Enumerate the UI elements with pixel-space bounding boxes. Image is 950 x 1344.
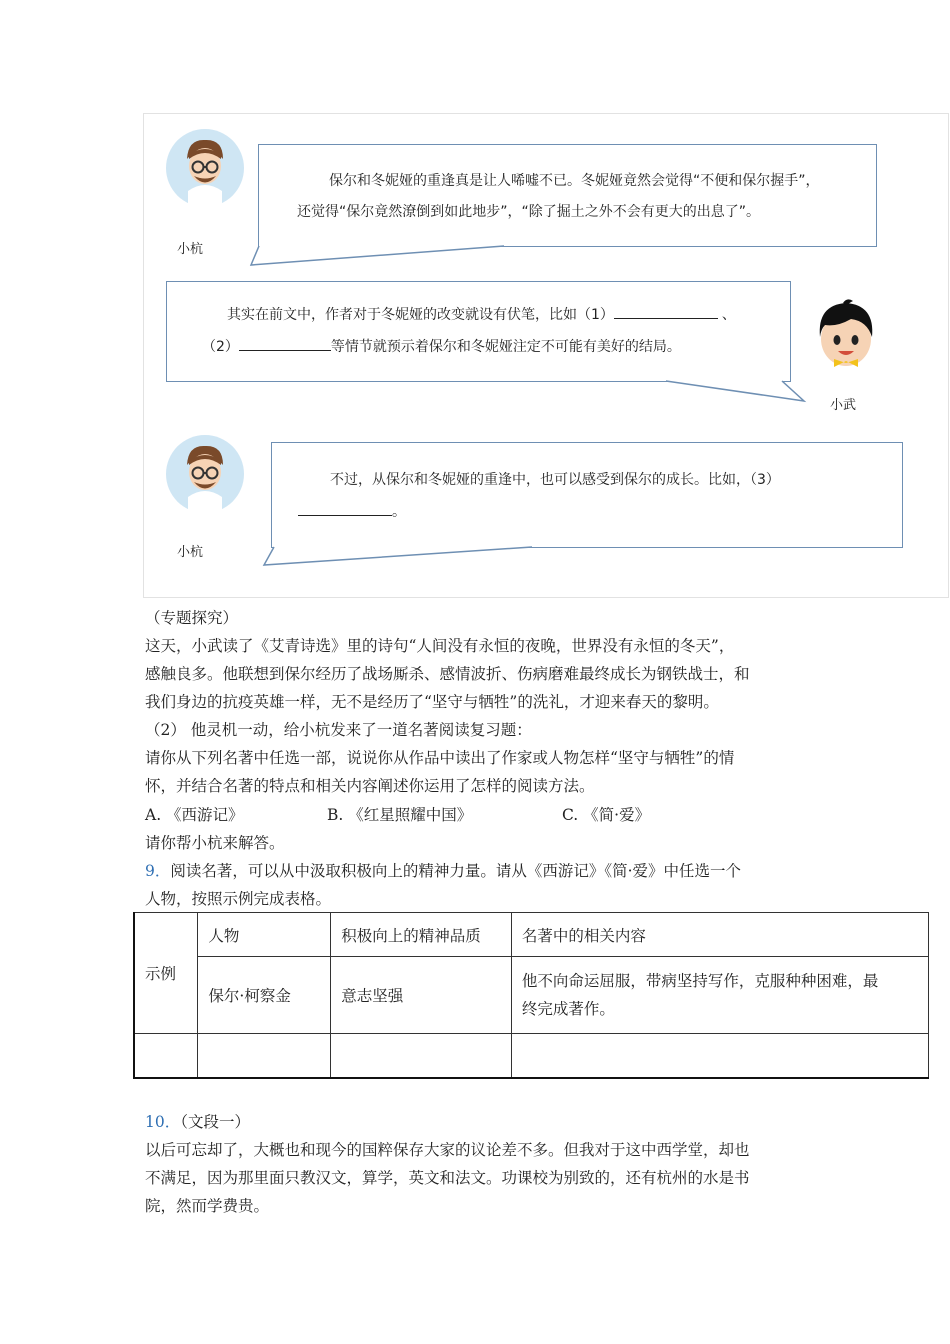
option-a: A. 《西游记》 [145,806,244,824]
speech-bubble-1 [258,144,877,247]
section-heading: （专题探究） [145,609,239,627]
answer-blank-2[interactable] [239,336,331,351]
paragraph-line: 感触良多。他联想到保尔经历了战场厮杀、感情波折、伤病磨难最终成长为钢铁战士，和 [145,665,750,683]
bubble-text [202,336,681,356]
boy-glasses-avatar-icon [166,129,244,207]
boy-glasses-avatar-icon [166,435,244,513]
boy-bowtie-avatar-icon [807,297,885,375]
bubble-text: （2） [202,339,239,355]
answer-blank-1[interactable] [614,304,718,319]
example-person: 保尔·柯察金 [198,957,331,1034]
paragraph-line: 这天，小武读了《艾青诗选》里的诗句“人间没有永恒的夜晚，世界没有永恒的冬天”， [145,637,735,655]
question-9 [145,859,741,881]
question-number: 10． [145,1113,181,1131]
answer-cell[interactable] [511,1034,928,1078]
dialogue-panel [143,113,949,598]
paragraph-line: （2） 他灵机一动，给小杭发来了一道名著阅读复习题： [145,721,532,739]
speaker-label: 小武 [830,398,857,413]
question-number: 9． [145,862,171,880]
bubble-text: 保尔和冬妮娅的重逢真是让人唏嘘不已。冬妮娅竟然会觉得“不便和保尔握手”， [329,173,820,189]
speaker-label: 小杭 [177,242,204,257]
speech-bubble-3 [271,442,903,548]
bubble-tail [249,245,509,267]
bubble-tail [262,546,537,568]
bubble-text [227,304,736,324]
character-table [133,912,929,1079]
header-quality: 积极向上的精神品质 [331,913,512,957]
paragraph-line: 以后可忘却了，大概也和现今的国粹保存大家的议论差不多。但我对于这中西学堂，却也 [145,1141,750,1159]
header-person: 人物 [198,913,331,957]
cell-text: 他不向命运屈服，带病坚持写作，克服种种困难，最 [521,972,879,990]
bubble-text: 等情节就预示着保尔和冬妮娅注定不可能有美好的结局。 [330,339,681,355]
paragraph-line: 请你帮小杭来解答。 [145,834,285,852]
example-label-cell: 示例 [134,913,198,1034]
option-b: B. 《红星照耀中国》 [327,806,473,824]
question-title: （文段一） [180,1113,250,1131]
bubble-tail [664,379,814,405]
paragraph-line: 院，然而学费贵。 [145,1197,270,1215]
bubble-text: 。 [392,504,406,520]
header-content: 名著中的相关内容 [511,913,928,957]
bubble-text: 不过，从保尔和冬妮娅的重逢中，也可以感受到保尔的成长。比如，（3） [330,472,780,488]
bubble-text [298,501,406,521]
answer-cell[interactable] [331,1034,512,1078]
answer-blank-3[interactable] [298,501,392,516]
paragraph-line: 不满足，因为那里面只教汉文，算学，英文和法文。功课校为别致的，还有杭州的水是书 [145,1169,750,1187]
example-content [511,957,928,1034]
speaker-label: 小杭 [177,545,204,560]
answer-cell[interactable] [198,1034,331,1078]
example-quality: 意志坚强 [331,957,512,1034]
paragraph-line: 怀，并结合名著的特点和相关内容阐述你运用了怎样的阅读方法。 [145,777,595,795]
question-text: 阅读名著，可以从中汲取积极向上的精神力量。请从《西游记》《简·爱》中任选一个 [170,862,742,880]
paragraph-line: 请你从下列名著中任选一部，说说你从作品中读出了作家或人物怎样“坚守与牺牲”的情 [145,749,735,767]
bubble-text: 其实在前文中，作者对于冬妮娅的改变就设有伏笔，比如（1） [227,307,614,323]
speech-bubble-2 [166,281,791,382]
bubble-text: 、 [721,307,736,323]
cell-text: 终完成著作。 [521,1000,615,1018]
paragraph-line: 人物，按照示例完成表格。 [145,890,332,908]
paragraph-line: 我们身边的抗疫英雄一样，无不是经历了“坚守与牺牲”的洗礼，才迎来春天的黎明。 [145,693,719,711]
bubble-text: 还觉得“保尔竟然潦倒到如此地步”，“除了掘土之外不会有更大的出息了”。 [297,204,761,220]
question-10 [145,1110,250,1132]
answer-cell[interactable] [134,1034,198,1078]
option-c: C. 《简·爱》 [562,806,651,824]
